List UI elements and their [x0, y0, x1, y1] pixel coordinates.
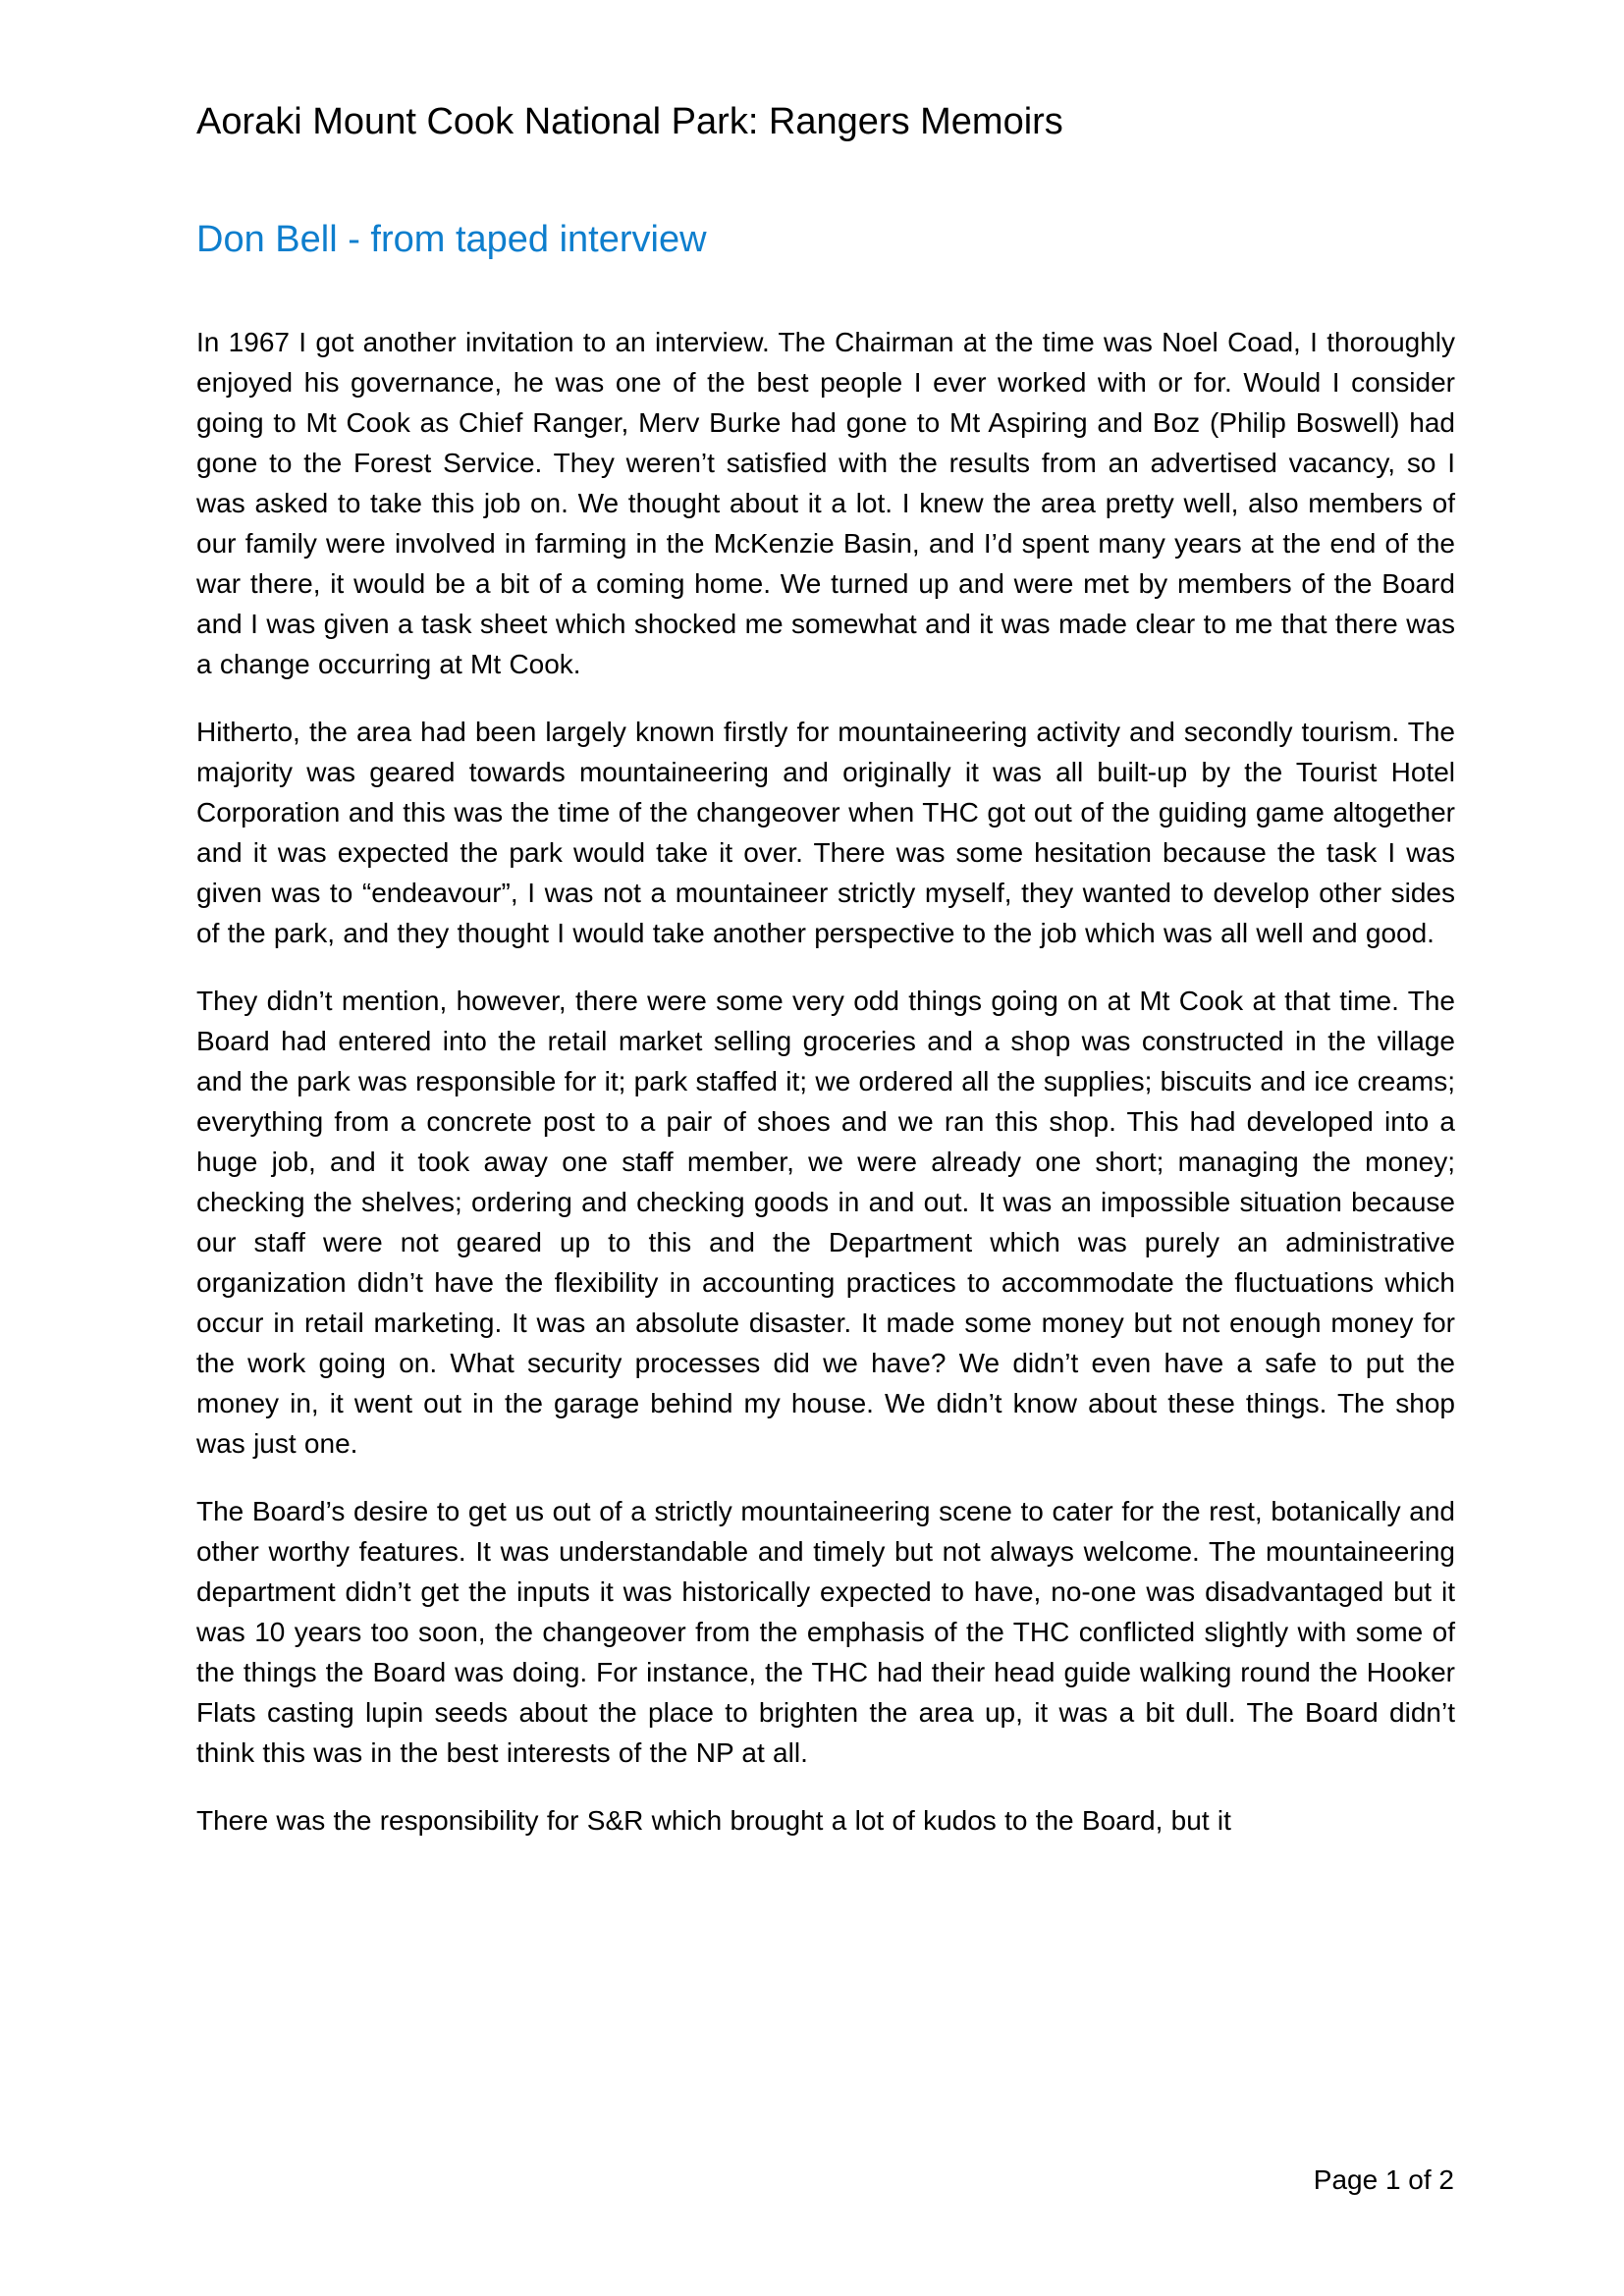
page-number: Page 1 of 2 — [1313, 2164, 1454, 2195]
paragraph-5: There was the responsibility for S&R which brought a lot of kudos to the Board, but it — [196, 1805, 1231, 1836]
paragraph-4: The Board’s desire to get us out of a strictly mountaineering scene to cater for the rest, botanically and other worthy features. It was understandable and timely but not always welcome. The mountaineering department didn’t get the inputs it was historically expected to have, no-one was disadvantaged but it was 10 years too soon, the changeover from the emphasis of the THC conflicted slightly with some of the things the Board was doing. For instance, the THC had their head guide walking round the Hooker Flats casting lupin seeds about the place to brighten the area up, it was a bit dull. The Board didn’t think this was in the best interests of the NP at all. — [196, 1496, 1455, 1768]
page-title: Aoraki Mount Cook National Park: Rangers Memoirs — [196, 101, 1063, 142]
paragraph-1: In 1967 I got another invitation to an interview. The Chairman at the time was Noel Coad, I thoroughly enjoyed his governance, he was one of the best people I ever worked with or for. Would I consider going to Mt Cook as Chief Ranger, Merv Burke had gone to Mt Aspiring and Boz (Philip Boswell) had gone to the Forest Service. They weren’t satisfied with the results from an advertised vacancy, so I was asked to take this job on. We thought about it a lot. I knew the area pretty well, also members of our family were involved in farming in the McKenzie Basin, and I’d spent many years at the end of the war there, it would be a bit of a coming home. We turned up and were met by members of the Board and I was given a task sheet which shocked me somewhat and it was made clear to me that there was a change occurring at Mt Cook. — [196, 327, 1455, 679]
document-content — [196, 0, 1455, 1841]
paragraph-3: They didn’t mention, however, there were some very odd things going on at Mt Cook at that time. The Board had entered into the retail market selling groceries and a shop was constructed in the village and the park was responsible for it; park staffed it; we ordered all the supplies; biscuits and ice creams; everything from a concrete post to a pair of shoes and we ran this shop. This had developed into a huge job, and it took away one staff member, we were already one short; managing the money; checking the shelves; ordering and checking goods in and out. It was an impossible situation because our staff were not geared up to this and the Department which was purely an administrative organization didn’t have the flexibility in accounting practices to accommodate the fluctuations which occur in retail marketing. It was an absolute disaster. It made some money but not enough money for the work going on. What security processes did we have? We didn’t even have a safe to put the money in, it went out in the garage behind my house. We didn’t know about these things. The shop was just one. — [196, 986, 1455, 1459]
section-heading: Don Bell - from taped interview — [196, 219, 707, 260]
paragraph-2: Hitherto, the area had been largely known firstly for mountaineering activity and secondly tourism. The majority was geared towards mountaineering and originally it was all built-up by the Tourist Hotel Corporation and this was the time of the changeover when THC got out of the guiding game altogether and it was expected the park would take it over. There was some hesitation because the task I was given was to “endeavour”, I was not a mountaineer strictly myself, they wanted to develop other sides of the park, and they thought I would take another perspective to the job which was all well and good. — [196, 717, 1455, 948]
